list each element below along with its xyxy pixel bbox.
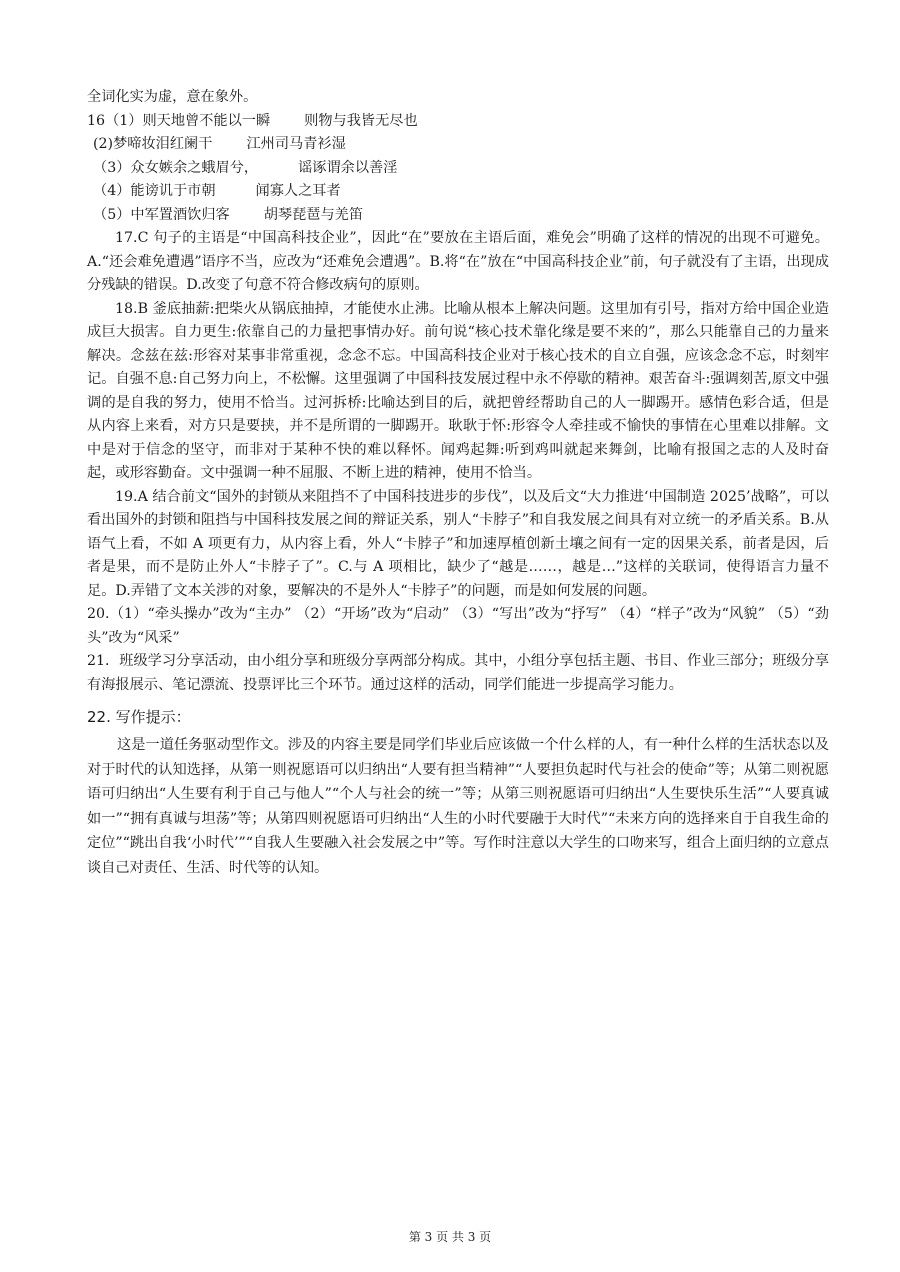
- document-page: [87, 86, 829, 880]
- q16-item: (2)梦啼妆泪红阑干 江州司马青衫湿: [93, 136, 346, 152]
- q21-answer: 21．班级学习分享活动，由小组分享和班级分享两部分构成。其中，小组分享包括主题、书目、作业三部分；班级分享有海报展示、笔记漂流、投票评比三个环节。通过这样的活动，同学们能进一步提高学习能力。: [87, 653, 829, 693]
- q16-item: （3）众女嫉余之蛾眉兮， 谣诼谓余以善淫: [93, 159, 398, 176]
- q22-heading: 22. 写作提示：: [87, 708, 191, 726]
- q16-item: 16（1）则天地曾不能以一瞬 则物与我皆无尽也: [87, 112, 418, 129]
- q22-writing-tips: 这是一道任务驱动型作文。涉及的内容主要是同学们毕业后应该做一个什么样的人，有一种什么样的生活状态以及对于时代的认知选择，从第一则祝愿语可以归纳出“人要有担当精神”“人要担负起时代与社会的使命”等；从第二则祝愿语可归纳出“人生要有利于自己与他人”“个人与社会的统一”等；从第三则祝愿语可归纳出“人生要快乐生活”“人要真诚如一”“拥有真诚与坦荡”等；从第四则祝愿语可归纳出“人生的小时代要融于大时代”“未来方向的选择来自于自我生命的定位”“跳出自我‘小时代’”“自我人生要融入社会发展之中”等。写作时注意以大学生的口吻来写，组合上面归纳的立意点谈自己对责任、生活、时代等的认知。: [87, 737, 829, 876]
- q16-answers: [87, 110, 829, 228]
- q17-answer: 17.C 句子的主语是“中国高科技企业”，因此“在”要放在主语后面，难免会”明确了这样的情况的出现不可避免。A.“还会难免遭遇”语序不当，应改为“还难免会遭遇”。B.将“在”放在“中国高科技企业”前，句子就没有了主语，出现成分残缺的错误。D.改变了句意不符合修改病句的原则。: [87, 230, 829, 293]
- q20-answer: 20.（1）“牵头操办”改为“主办” （2）“开场”改为“启动” （3）“写出”改为“抒写” （4）“样子”改为“风貌” （5）“劲头”改为“风采”: [87, 606, 829, 646]
- page-footer: 第 3 页 共 3 页: [408, 1230, 492, 1244]
- q19-answer: 19.A 结合前文“国外的封锁从来阻挡不了中国科技进步的步伐”，以及后文“大力推进‘中国制造 2025’战略”，可以看出国外的封锁和阻挡与中国科技发展之间的辩证关系，别人“卡脖子”和自我发展之间具有对立统一的矛盾关系。B.从语气上看，不如 A 项更有力，从内容上看，外人“卡脖子”和加速厚植创新土壤之间有一定的因果关系，前者是因，后者是果，而不是防止外人“卡脖子了”。C.与 A 项相比，缺少了“越是……，越是…”这样的关联词，使得语言力量不足。D.弄错了文本关涉的对象，要解决的不是外人“卡脖子”的问题，而是如何发展的问题。: [87, 488, 829, 599]
- q18-answer: 18.B 釜底抽薪:把柴火从锅底抽掉，才能使水止沸。比喻从根本上解决问题。这里加有引号，指对方给中国企业造成巨大损害。自力更生:依靠自己的力量把事情办好。前句说“核心技术靠化缘是要不来的”，那么只能靠自己的力量来解决。念兹在兹:形容对某事非常重视，念念不忘。中国高科技企业对于核心技术的自立自强，应该念念不忘，时刻牢记。自强不息:自己努力向上，不松懈。这里强调了中国科技发展过程中永不停歇的精神。艰苦奋斗:强调刻苦,原文中强调的是自我的努力，使用不恰当。过河拆桥:比喻达到目的后，就把曾经帮助自己的人一脚踢开。感情色彩合适，但是从内容上来看，对方只是要挟，并不是所谓的一脚踢开。耿耿于怀:形容令人牵挂或不愉快的事情在心里难以排解。文中是对于信念的坚守，而非对于某种不快的难以释怀。闻鸡起舞:听到鸡叫就起来舞剑，比喻有报国之志的人及时奋起，或形容勤奋。文中强调一种不屈服、不断上进的精神，使用不恰当。: [87, 300, 829, 481]
- previous-answer-tail: 全词化实为虚，意在象外。: [87, 89, 258, 105]
- q16-item: （5）中军置酒饮归客 胡琴琵琶与羌笛: [93, 206, 364, 223]
- q16-item: （4）能谤讥于市朝 闻寡人之耳者: [93, 183, 341, 199]
